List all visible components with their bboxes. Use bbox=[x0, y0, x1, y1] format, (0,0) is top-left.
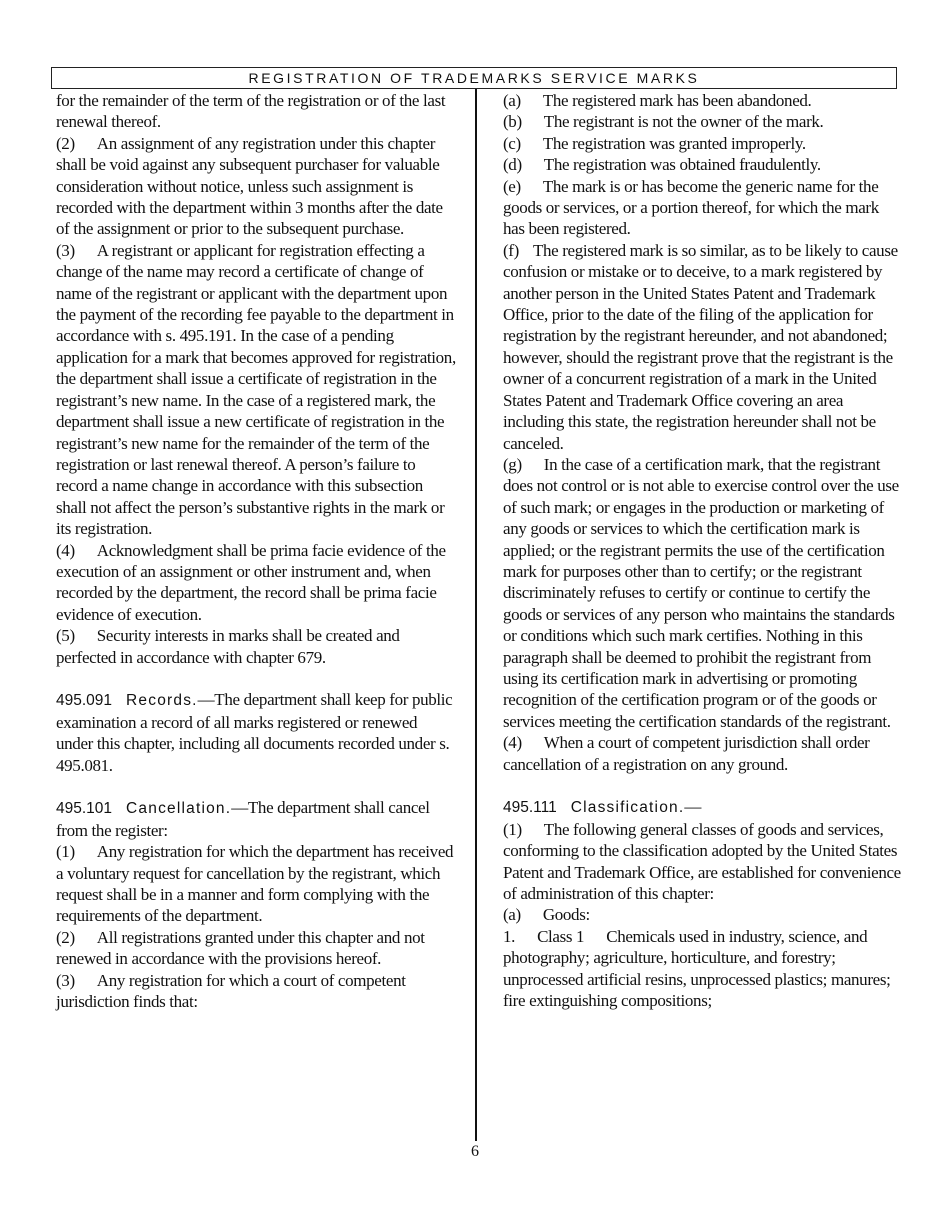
page-number: 6 bbox=[471, 1143, 479, 1160]
subsection-text: The following general classes of goods and services, conforming to the classification adopted by the United States Patent and Trademark Office, are established for convenience of administration of this chapter: bbox=[503, 819, 901, 904]
paragraph-text: The registered mark has been abandoned. bbox=[542, 91, 812, 110]
section-495-101 bbox=[56, 797, 456, 841]
paragraph-continuation: for the remainder of the term of the registration or of the last renewal thereof. bbox=[56, 91, 446, 132]
cancellation-2 bbox=[56, 927, 456, 970]
class-text: Chemicals used in industry, science, and photography; agriculture, horticulture, and forestry; unprocessed artificial resins, unprocessed plastics; manures; fire extinguishing compositions; bbox=[503, 926, 891, 1011]
section-text: —The department shall keep for public examination a record of all marks registered or renewed under this chapter, including all documents recorded under s. 495.081. bbox=[56, 690, 453, 775]
subsection-2 bbox=[56, 133, 456, 240]
subsection-text: A registrant or applicant for registration effecting a change of the name may record a certificate of change of name of the registrant or applicant with the department upon the payment of the recording fee payable to the department in accordance with s. 495.191. In the case of a pending application for a mark that becomes approved for registration, the department shall issue a certificate of registration in the registrant’s new name. In the case of a registered mark, the department shall issue a new certificate of registration in the registrant’s new name for the remainder of the term of the registration or last renewal thereof. A person’s failure to record a name change in accordance with this subsection shall not affect the person’s substantive rights in the mark or its registration. bbox=[56, 240, 456, 539]
subsection-number: (3) bbox=[56, 970, 75, 990]
paragraph-text: The registration was granted improperly. bbox=[542, 133, 806, 153]
paragraph-c bbox=[503, 133, 903, 154]
paragraph-d bbox=[503, 154, 903, 175]
section-text: —The department shall cancel from the register: bbox=[56, 798, 430, 840]
section-495-111 bbox=[503, 796, 903, 818]
paragraph-text: Goods: bbox=[542, 905, 590, 925]
class-label: Class 1 bbox=[537, 926, 585, 946]
section-495-091 bbox=[56, 689, 456, 776]
right-column bbox=[503, 90, 903, 1011]
paragraph-letter: (a) bbox=[503, 905, 521, 925]
paragraph-letter: (g) bbox=[503, 454, 522, 474]
paragraph-letter: (c) bbox=[503, 133, 521, 153]
classification-a bbox=[503, 904, 903, 925]
subsection-text: Security interests in marks shall be created and perfected in accordance with chapter 679. bbox=[56, 626, 400, 667]
cancellation-1 bbox=[56, 841, 456, 927]
subsection-5 bbox=[56, 625, 456, 668]
subsection-number: (5) bbox=[56, 626, 75, 646]
section-title: Classification. bbox=[570, 799, 685, 817]
subsection-number: (2) bbox=[56, 133, 75, 153]
running-header bbox=[51, 67, 897, 89]
subsection-text: Any registration for which the department has received a voluntary request for cancellation by the registrant, which request shall be in a manner and form complying with the requirements of the department. bbox=[56, 842, 454, 926]
cancellation-3 bbox=[56, 970, 456, 1013]
subsection-text: When a court of competent jurisdiction shall order cancellation of a registration on any ground. bbox=[503, 733, 870, 774]
subsection-number: (1) bbox=[503, 819, 522, 839]
left-column bbox=[56, 90, 456, 1012]
paragraph-letter: (a) bbox=[503, 91, 521, 110]
paragraph-letter: (e) bbox=[503, 176, 521, 196]
paragraph-f bbox=[503, 240, 903, 454]
subsection-number: (4) bbox=[503, 733, 522, 753]
paragraph-text: The registration was obtained fraudulently. bbox=[543, 155, 821, 175]
section-number: 495.091 bbox=[56, 692, 113, 710]
paragraph-letter: (b) bbox=[503, 112, 522, 132]
subsection-number: (4) bbox=[56, 540, 75, 560]
paragraph-g bbox=[503, 454, 903, 732]
subsection-text: Any registration for which a court of competent jurisdiction finds that: bbox=[56, 970, 406, 1012]
paragraph-letter: (f) bbox=[503, 240, 519, 260]
subsection-text: Acknowledgment shall be prima facie evidence of the execution of an assignment or other instrument and, when recorded by the department, the record shall be prima facie evidence of execution. bbox=[56, 540, 446, 624]
paragraph-text: In the case of a certification mark, that the registrant does not control or is not able to exercise control over the use of such mark; or engages in the production or marketing of any goods or services to which the certification mark is applied; or the registrant permits the use of the certification mark for purposes other than to certify; or the registrant discriminately refuses to certify or continue to certify the goods or services of any person who maintains the standards or conditions which such mark certifies. Nothing in this paragraph shall be deemed to prohibit the registrant from using its certification mark in advertising or promoting recognition of the certification program or of the goods or services meeting the certification standards of the registrant. bbox=[503, 454, 899, 731]
paragraph-text: The registered mark is so similar, as to be likely to cause confusion or mistake or to deceive, to a mark registered by another person in the United States Patent and Trademark Office, prior to the date of the filing of the application for registration by the registrant hereunder, and not abandoned; however, should the registrant prove that the registrant is the owner of a concurrent registration of a mark in the United States Patent and Trademark Office covering an area including this state, the registration hereunder shall not be canceled. bbox=[503, 240, 898, 453]
subsection-4-right bbox=[503, 732, 903, 775]
paragraph-text: The mark is or has become the generic name for the goods or services, or a portion thereof, for which the mark has been registered. bbox=[503, 176, 879, 239]
item-number: 1. bbox=[503, 926, 516, 946]
subsection-text: An assignment of any registration under this chapter shall be void against any subsequent purchaser for valuable consideration without notice, unless such assignment is recorded with the department within 3 months after the date of the assignment or prior to the subsequent purchase. bbox=[56, 133, 443, 239]
subsection-4 bbox=[56, 540, 456, 626]
class-1 bbox=[503, 926, 903, 1012]
section-title: Records. bbox=[126, 692, 198, 710]
classification-1 bbox=[503, 819, 903, 905]
running-header-title: REGISTRATION OF TRADEMARKS SERVICE MARKS bbox=[248, 70, 700, 86]
section-title: Cancellation. bbox=[126, 800, 232, 818]
paragraph-b bbox=[503, 111, 903, 132]
section-number: 495.101 bbox=[56, 800, 113, 818]
subsection-number: (3) bbox=[56, 240, 75, 260]
paragraph-e bbox=[503, 176, 903, 240]
subsection-number: (1) bbox=[56, 842, 75, 862]
subsection-3 bbox=[56, 240, 456, 540]
section-number: 495.111 bbox=[503, 799, 557, 817]
paragraph-letter: (d) bbox=[503, 155, 522, 175]
paragraph-text: The registrant is not the owner of the mark. bbox=[543, 112, 824, 132]
paragraph-a bbox=[503, 90, 903, 111]
column-divider bbox=[475, 89, 477, 1141]
section-dash: — bbox=[684, 797, 702, 817]
subsection-text: All registrations granted under this chapter and not renewed in accordance with the provisions hereof. bbox=[56, 927, 425, 969]
subsection-number: (2) bbox=[56, 927, 75, 947]
